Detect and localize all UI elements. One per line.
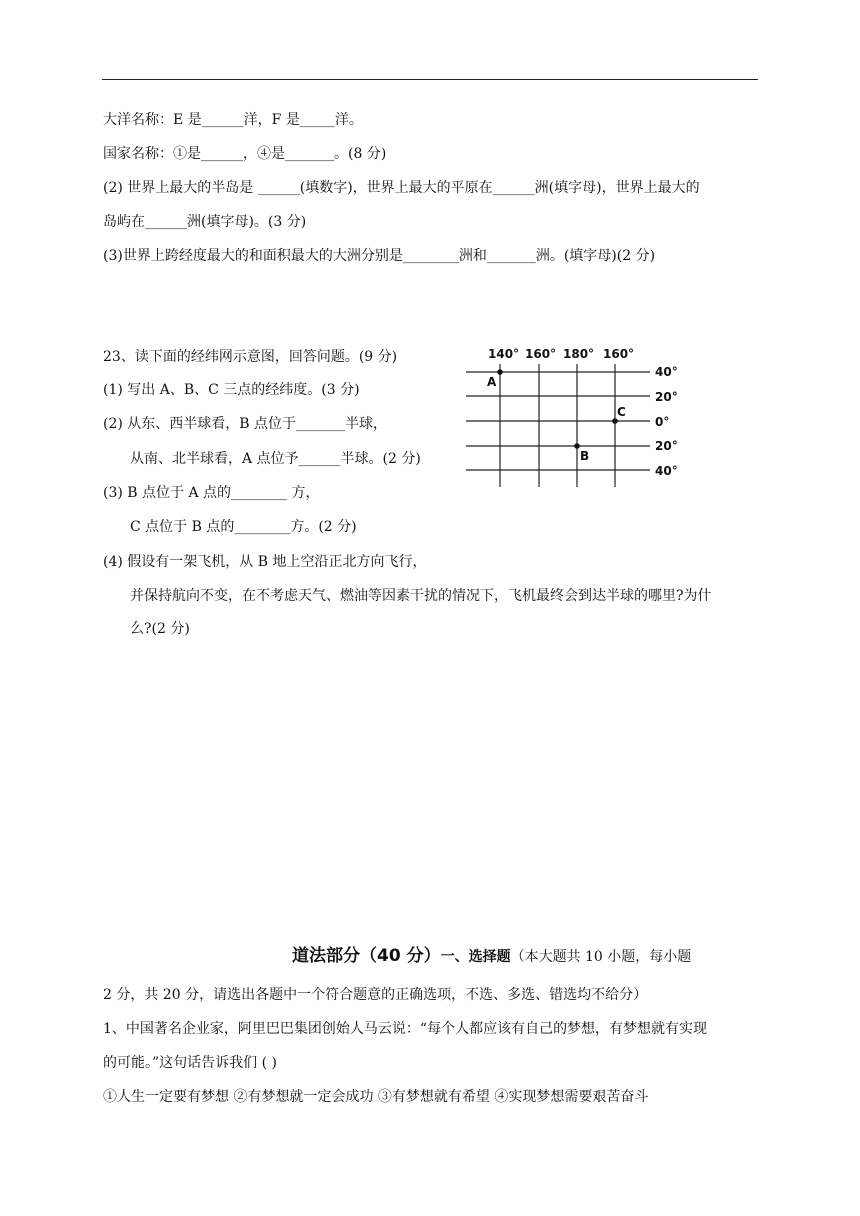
lon-label: 160° bbox=[525, 347, 557, 361]
q1-options: ①人生一定要有梦想 ②有梦想就一定会成功 ③有梦想就有希望 ④实现梦想需要艰苦奋斗 bbox=[103, 1089, 649, 1105]
point-c-marker bbox=[612, 418, 618, 424]
q23-part2a: (2) 从东、西半球看，B 点位于_______半球， bbox=[103, 416, 388, 432]
point-a-label: A bbox=[487, 375, 497, 389]
q23-part2b: 从南、北半球看，A 点位予______半球。(2 分) bbox=[130, 451, 421, 467]
longitude-lines bbox=[500, 364, 615, 487]
point-a-marker bbox=[497, 369, 503, 375]
continent-question: (3)世界上跨经度最大的和面积最大的大洲分别是________洲和_______洲。(填字母)(2 分) bbox=[103, 248, 656, 264]
peninsula-question: (2) 世界上最大的半岛是 ______(填数字)，世界上最大的平原在______洲(填字母)，世界上最大的 bbox=[103, 180, 700, 196]
q23-title: 23、读下面的经纬网示意图，回答问题。(9 分) bbox=[103, 349, 398, 365]
lat-label: 40° bbox=[655, 365, 678, 379]
lon-label: 160° bbox=[603, 347, 635, 361]
lat-label: 20° bbox=[655, 439, 678, 453]
q23-part3b: C 点位于 B 点的________方。(2 分) bbox=[130, 519, 357, 535]
lon-label: 140° bbox=[488, 347, 520, 361]
point-c-label: C bbox=[617, 405, 626, 419]
island-question: 岛屿在______洲(填字母)。(3 分) bbox=[103, 214, 307, 230]
section-instructions: （本大题共 10 小题，每小题 bbox=[510, 949, 692, 965]
lat-label: 20° bbox=[655, 390, 678, 404]
ethics-section-heading bbox=[292, 944, 691, 969]
ethics-title: 道法部分（40 分） bbox=[292, 946, 441, 966]
q23-part4b: 并保持航向不变，在不考虑天气、燃油等因素干扰的情况下，飞机最终会到达半球的哪里?为什 bbox=[130, 588, 712, 604]
header-rule bbox=[102, 79, 758, 80]
lat-label: 0° bbox=[655, 415, 670, 429]
lon-label: 180° bbox=[563, 347, 595, 361]
section-label: 一、选择题 bbox=[440, 949, 511, 965]
q23-part4a: (4) 假设有一架飞机，从 B 地上空沿正北方向飞行， bbox=[103, 554, 427, 570]
section-instructions-cont: 2 分，共 20 分，请选出各题中一个符合题意的正确选项，不选、多选、错选均不给分） bbox=[103, 987, 648, 1003]
q23-part4c: 么?(2 分) bbox=[130, 621, 190, 637]
q23-part1: (1) 写出 A、B、C 三点的经纬度。(3 分) bbox=[103, 382, 360, 398]
ocean-names-line: 大洋名称：E 是______洋，F 是_____洋。 bbox=[103, 112, 363, 128]
q1-stem-a: 1、中国著名企业家，阿里巴巴集团创始人马云说：“每个人都应该有自己的梦想，有梦想就有实现 bbox=[103, 1021, 708, 1037]
point-b-marker bbox=[574, 443, 580, 449]
point-b-label: B bbox=[580, 449, 590, 463]
q1-stem-b: 的可能。”这句话告诉我们 ( ) bbox=[103, 1055, 277, 1071]
lat-label: 40° bbox=[655, 464, 678, 478]
q23-part3a: (3) B 点位于 A 点的________ 方， bbox=[103, 485, 320, 501]
country-names-line: 国家名称：①是______，④是_______。(8 分) bbox=[103, 146, 387, 162]
lat-lon-grid-diagram bbox=[460, 344, 720, 494]
